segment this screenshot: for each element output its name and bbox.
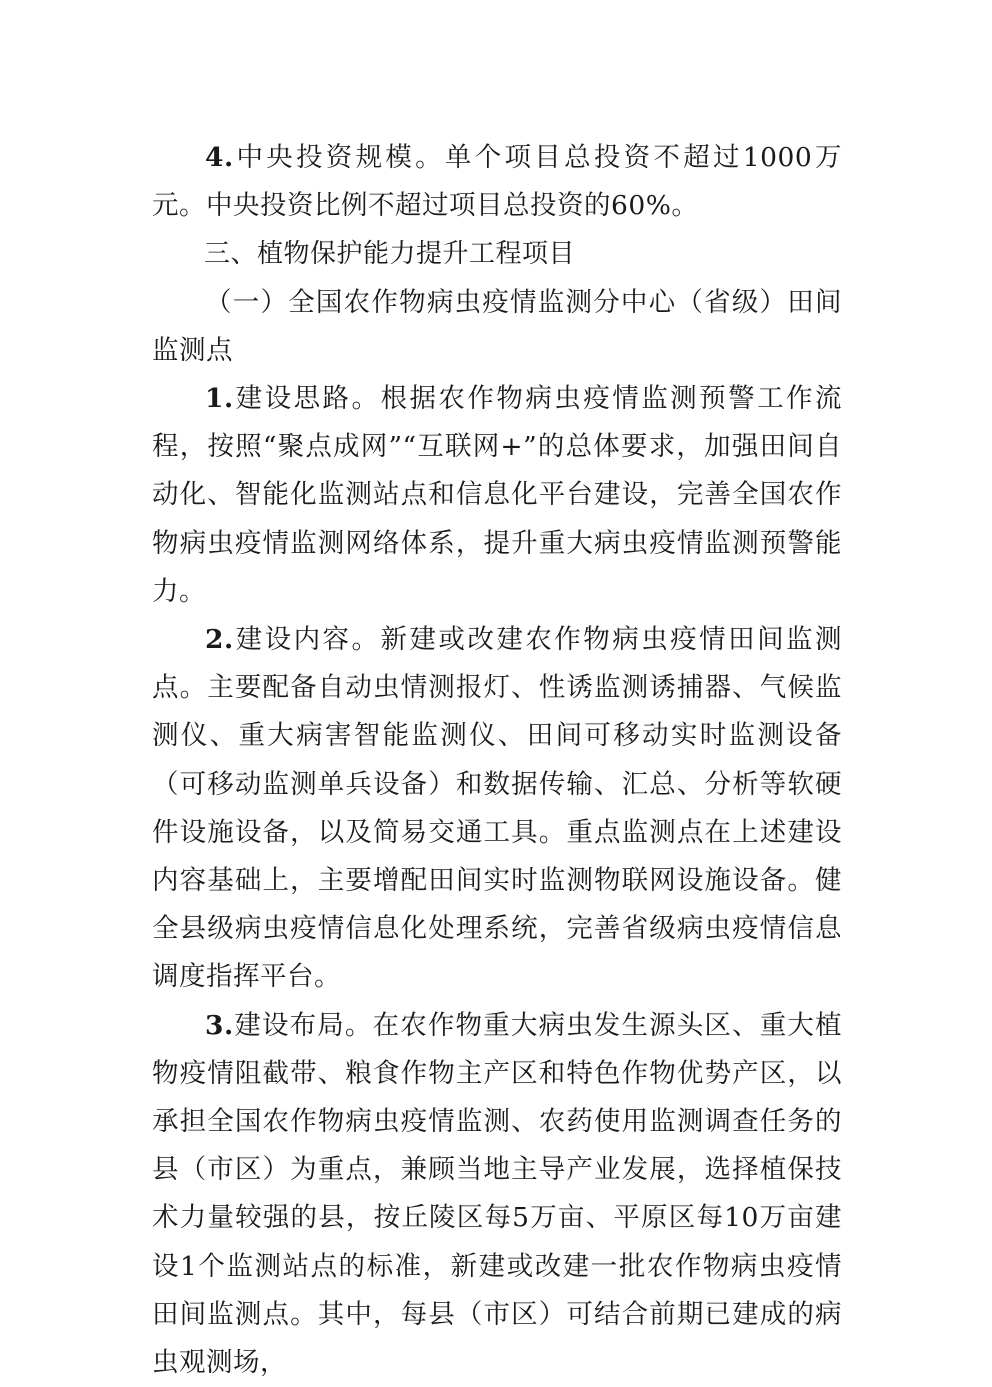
paragraph-construction-idea <box>152 375 842 616</box>
item-number: 3. <box>205 1009 234 1041</box>
item-number: 4. <box>205 142 234 173</box>
paragraph-text: 建设布局。在农作物重大病虫发生源头区、重大植物疫情阻截带、粮食作物主产区和特色作物优势产区，以承担全国农作物病虫疫情监测、农药使用监测调查任务的县（市区）为重点，兼顾当地主导产业发展，选择植保技术力量较强的县，按丘陵区每5万亩、平原区每10万亩建设1个监测站点的标准，新建或改建一批农作物病虫疫情田间监测点。其中，每县（市区）可结合前期已建成的病虫观测场， <box>152 1009 842 1379</box>
paragraph-text: 建设内容。新建或改建农作物病虫疫情田间监测点。主要配备自动虫情测报灯、性诱监测诱捕器、气候监测仪、重大病害智能监测仪、田间可移动实时监测设备（可移动监测单兵设备）和数据传输、汇总、分析等软硬件设施设备，以及简易交通工具。重点监测点在上述建设内容基础上，主要增配田间实时监测物联网设施设备。健全县级病虫疫情信息化处理系统，完善省级病虫疫情信息调度指挥平台。 <box>152 624 842 993</box>
item-number: 2. <box>205 624 234 656</box>
paragraph-investment-scale <box>152 134 842 230</box>
document-page <box>152 134 842 1387</box>
section-heading: 三、植物保护能力提升工程项目 <box>204 239 576 270</box>
paragraph-construction-layout <box>152 1002 842 1387</box>
paragraph-construction-content <box>152 616 842 1002</box>
item-number: 1. <box>205 383 234 415</box>
subsection-heading: （一）全国农作物病虫疫情监测分中心（省级）田间监测点 <box>152 286 842 366</box>
paragraph-text: 建设思路。根据农作物病虫疫情监测预警工作流程，按照“聚点成网”“互联网+”的总体要求，加强田间自动化、智能化监测站点和信息化平台建设，完善全国农作物病虫疫情监测网络体系，提升重大病虫疫情监测预警能力。 <box>152 383 842 607</box>
paragraph-text: 中央投资规模。单个项目总投资不超过1000万元。中央投资比例不超过项目总投资的60%。 <box>152 142 842 222</box>
